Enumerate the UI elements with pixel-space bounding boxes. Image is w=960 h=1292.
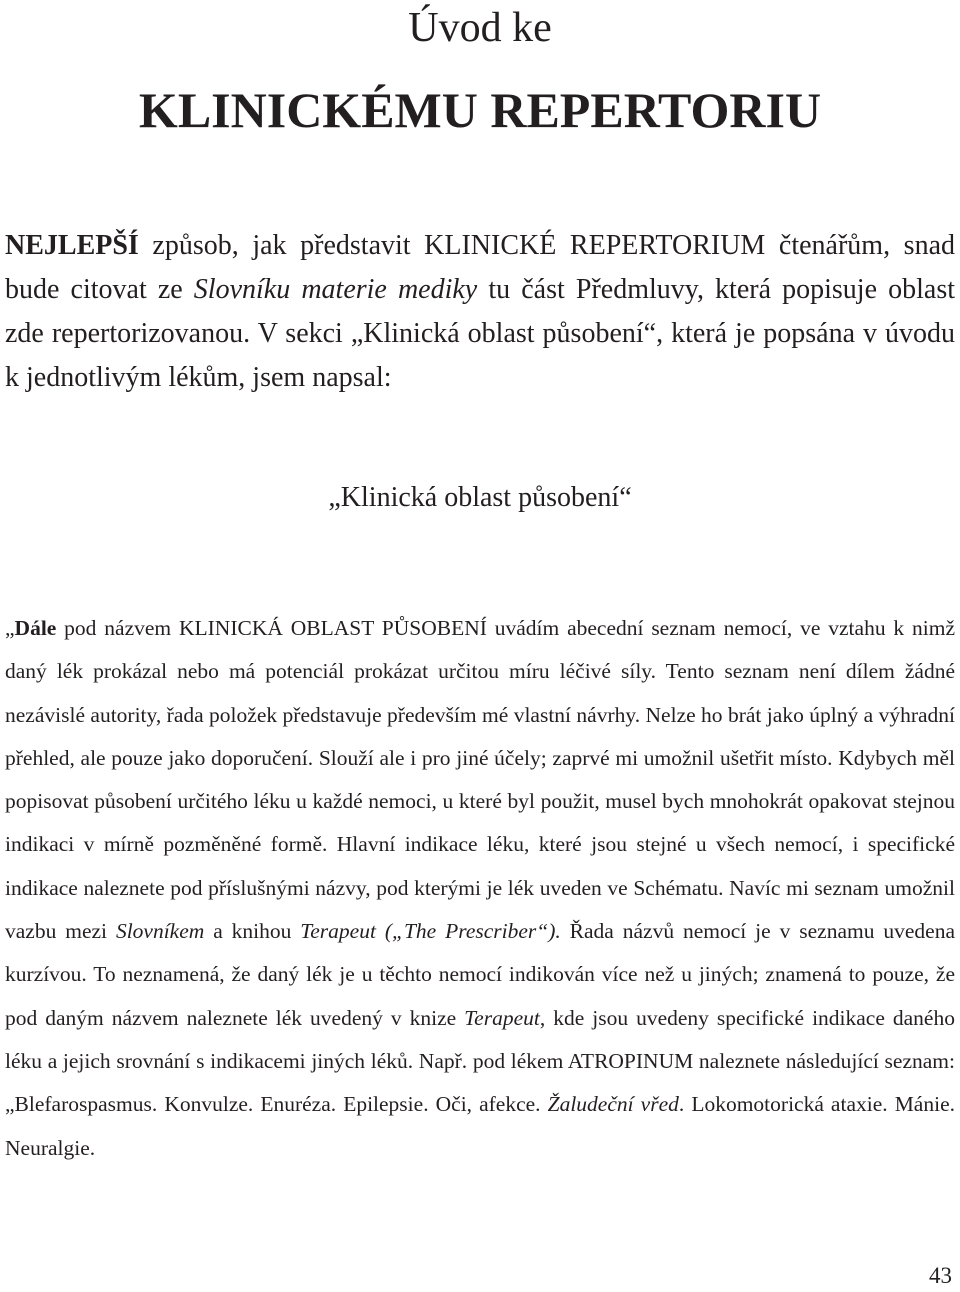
body-lead-word: Dále bbox=[14, 616, 57, 640]
body-italic-3: Terapeut bbox=[464, 1005, 540, 1030]
page-number: 43 bbox=[929, 1263, 952, 1288]
body-text-3: Řada názvů nemocí je v seznamu uvedena kurzívou. To neznamená, že daný lék je u těchto nemocí indikován více než u jiných; znamená to pouze, že pod daným názvem naleznete lék uvedený v knize bbox=[5, 919, 955, 1030]
body-text-1: pod názvem KLINICKÁ OBLAST PŮSOBENÍ uvádím abecední seznam nemocí, ve vztahu k nimž daný lék prokázal nebo má potenciál prokázat určitou míru léčivé síly. Tento seznam není dílem žádné nezávislé autority, řada položek představuje především mé vlastní návrhy. Nelze ho brát jako úplný a výhradní přehled, ale pouze jako doporučení. Slouží ale i pro jiné účely; zaprvé mi umožnil ušetřit místo. Kdybych měl popisovat působení určitého léku u každé nemoci, u které byl použit, musel bych mnohokrát opakovat stejnou indikaci v mírně pozměněné formě. Hlavní indikace léku, které jsou stejné u všech nemocí, i specifické indikace naleznete pod příslušnými názvy, pod kterými je lék uveden ve Schématu. Navíc mi seznam umožnil vazbu mezi bbox=[5, 616, 955, 944]
body-italic-1: Slovníkem bbox=[115, 919, 205, 944]
intro-lead-word: NEJLEPŠÍ bbox=[5, 230, 139, 261]
body-text-2: a knihou bbox=[204, 919, 301, 944]
intro-text-1: způsob, jak představit KLINICKÉ REPERTORIUM čtenářům, snad bude citovat ze bbox=[5, 230, 955, 305]
body-open-quote: „ bbox=[5, 616, 15, 640]
section-heading: „Klinická oblast působení“ bbox=[328, 482, 632, 513]
body-text-4: , kde jsou uvedeny specifické indikace daného léku a jejich srovnání s indikacemi jiných léků. Např. pod lékem ATROPINUM naleznete následující seznam: „Blefarospasmus. Konvulze. Enuréza. Epilepsie. Oči, afekce. bbox=[5, 1005, 955, 1117]
body-italic-4: Žaludeční vřed bbox=[547, 1092, 679, 1117]
intro-italic-title: Slovníku materie mediky bbox=[193, 274, 478, 305]
pre-title: Úvod ke bbox=[408, 5, 552, 51]
intro-text-2: tu část Předmluvy, která popisuje oblast zde repertorizovanou. V sekci „Klinická oblast působení“, která je popsána v úvodu k jednotlivým lékům, jsem napsal: bbox=[5, 274, 955, 393]
body-italic-2: Terapeut („The Prescriber“). bbox=[300, 919, 561, 944]
body-paragraph bbox=[5, 607, 955, 1170]
page-title: KLINICKÉMU REPERTORIU bbox=[138, 82, 822, 138]
body-text-5: . Lokomotorická ataxie. Mánie. Neuralgie. bbox=[5, 1092, 955, 1160]
intro-paragraph bbox=[5, 224, 955, 400]
